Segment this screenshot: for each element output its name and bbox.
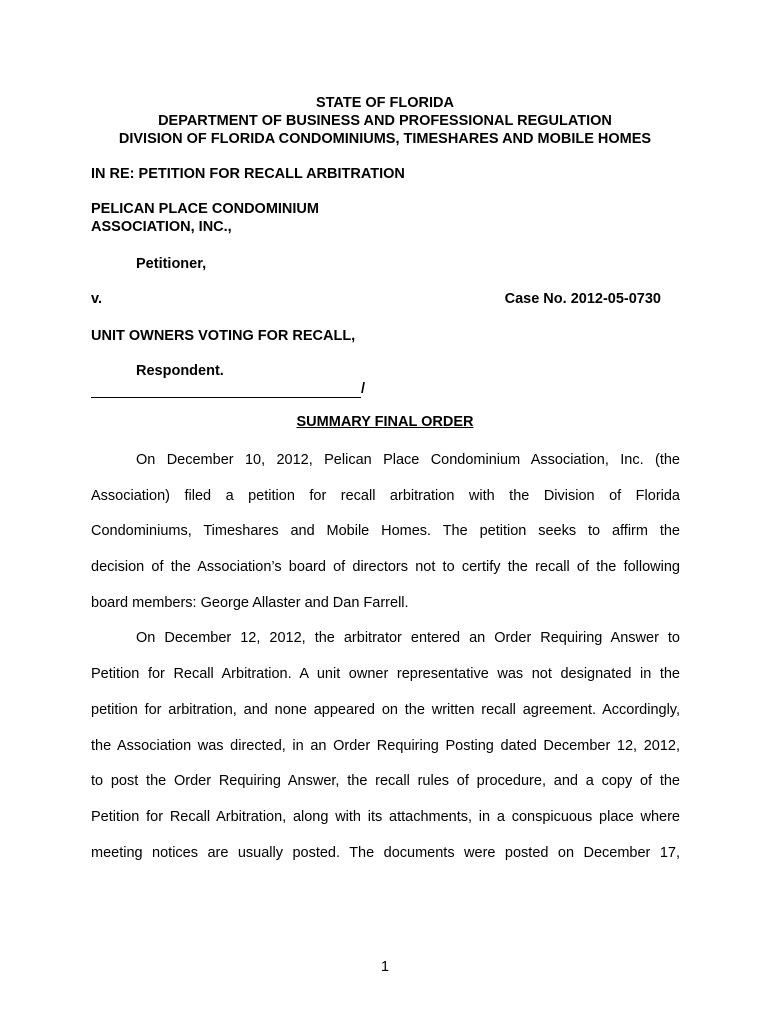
paragraph2-line: meeting notices are usually posted. The documents were posted on December 17, <box>91 845 680 861</box>
header-division: DIVISION OF FLORIDA CONDOMINIUMS, TIMESHARES AND MOBILE HOMES <box>118 131 652 147</box>
paragraph2-line: the Association was directed, in an Order Requiring Posting dated December 12, 2012, <box>91 738 680 754</box>
paragraph2-line: petition for arbitration, and none appeared on the written recall agreement. Accordingly, <box>91 702 680 718</box>
caption-rule <box>91 397 361 398</box>
paragraph1-line: On December 10, 2012, Pelican Place Condominium Association, Inc. (the <box>136 452 680 468</box>
respondent-name: UNIT OWNERS VOTING FOR RECALL, <box>91 328 356 344</box>
petitioner-name-line1: PELICAN PLACE CONDOMINIUM <box>91 201 319 217</box>
paragraph1-line: board members: George Allaster and Dan Farrell. <box>91 595 409 611</box>
paragraph2-line: On December 12, 2012, the arbitrator entered an Order Requiring Answer to <box>136 630 680 646</box>
versus: v. <box>91 291 103 307</box>
respondent-role: Respondent. <box>136 363 224 379</box>
paragraph1-line: Association) filed a petition for recall arbitration with the Division of Florida <box>91 488 680 504</box>
paragraph2-line: Petition for Recall Arbitration. A unit owner representative was not designated in the <box>91 666 680 682</box>
document-title: SUMMARY FINAL ORDER <box>296 414 474 430</box>
in-re-line: IN RE: PETITION FOR RECALL ARBITRATION <box>91 166 405 182</box>
paragraph1-line: Condominiums, Timeshares and Mobile Homes. The petition seeks to affirm the <box>91 523 680 539</box>
caption-slash: / <box>361 381 366 397</box>
petitioner-role: Petitioner, <box>136 256 207 272</box>
paragraph2-line: Petition for Recall Arbitration, along with its attachments, in a conspicuous place where <box>91 809 680 825</box>
petitioner-name-line2: ASSOCIATION, INC., <box>91 219 232 235</box>
page-number: 1 <box>380 959 390 975</box>
header-department: DEPARTMENT OF BUSINESS AND PROFESSIONAL REGULATION <box>158 113 612 129</box>
paragraph1-line: decision of the Association’s board of directors not to certify the recall of the following <box>91 559 680 575</box>
paragraph2-line: to post the Order Requiring Answer, the recall rules of procedure, and a copy of the <box>91 773 680 789</box>
header-state: STATE OF FLORIDA <box>315 95 454 111</box>
case-number: Case No. 2012-05-0730 <box>504 291 661 307</box>
